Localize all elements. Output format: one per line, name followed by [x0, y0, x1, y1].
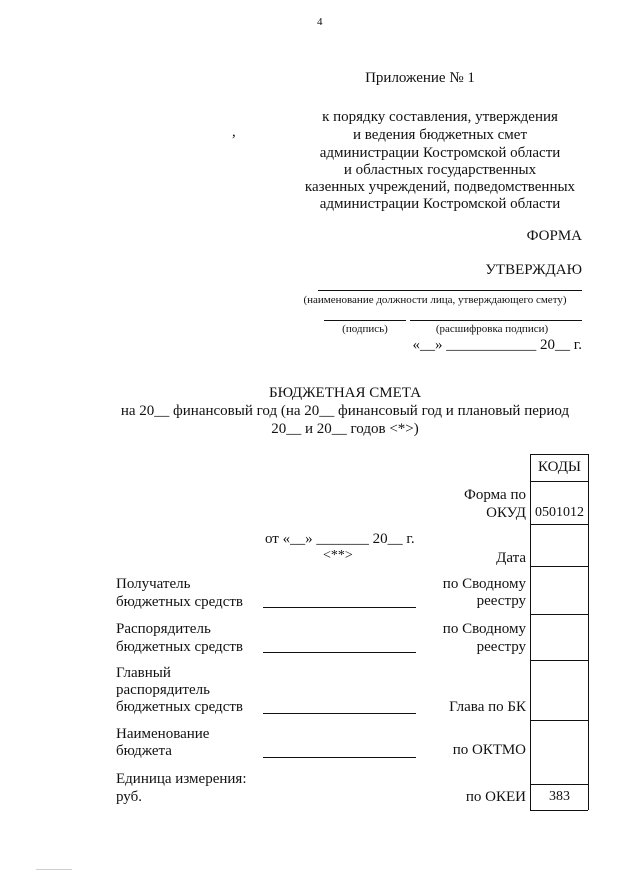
code-label-date: Дата: [496, 550, 526, 566]
field-manager-line2: бюджетных средств: [116, 639, 243, 655]
approve-date-line: «__» ____________ 20__ г.: [412, 337, 582, 353]
estimate-title: БЮДЖЕТНАЯ СМЕТА: [268, 385, 422, 401]
field-budget-name-line1: Наименование: [116, 726, 210, 742]
field-manager-underline: [263, 652, 416, 653]
codes-table-divider: [530, 566, 588, 567]
appendix-line-3: администрации Костромской области: [319, 145, 561, 161]
code-label-okud-1: Форма по: [464, 487, 526, 503]
appendix-line-6: администрации Костромской области: [319, 196, 561, 212]
field-budget-name-line2: бюджета: [116, 743, 172, 759]
field-recipient-line2: бюджетных средств: [116, 594, 243, 610]
estimate-period-line-2: 20__ и 20__ годов <*>): [271, 421, 419, 437]
code-label-oktmo: по ОКТМО: [452, 742, 526, 758]
estimate-date-from: от «__» _______ 20__ г.: [265, 531, 415, 547]
form-label: ФОРМА: [526, 228, 582, 244]
field-recipient-line1: Получатель: [116, 576, 191, 592]
code-value-okei: 383: [549, 789, 570, 804]
appendix-line-5: казенных учреждений, подведомственных: [304, 179, 576, 195]
code-label-registry-2-line2: реестру: [476, 639, 526, 655]
code-label-registry-1-line2: реестру: [476, 593, 526, 609]
field-unit-line1: Единица измерения:: [116, 771, 247, 787]
code-label-okud-2: ОКУД: [486, 505, 526, 521]
signature-line: [324, 320, 406, 321]
code-label-okei: по ОКЕИ: [465, 789, 526, 805]
field-unit-line2: руб.: [116, 789, 142, 805]
codes-table-divider: [530, 784, 588, 785]
decoding-caption: (расшифровка подписи): [435, 323, 549, 335]
codes-table-divider: [530, 660, 588, 661]
appendix-line-4: и областных государственных: [343, 162, 537, 178]
codes-header: КОДЫ: [537, 459, 582, 475]
scan-artifact: [36, 869, 72, 870]
field-chief-manager-line3: бюджетных средств: [116, 699, 243, 715]
codes-table-bottom-border: [530, 810, 588, 811]
appendix-line-2: и ведения бюджетных смет: [352, 127, 528, 143]
code-value-okud: 0501012: [535, 505, 584, 520]
code-label-registry-1-line1: по Сводному: [442, 576, 526, 592]
codes-table-divider: [530, 720, 588, 721]
appendix-title: Приложение № 1: [365, 70, 475, 86]
field-chief-manager-underline: [263, 713, 416, 714]
signature-caption: (подпись): [342, 323, 388, 335]
codes-table-divider: [530, 524, 588, 525]
page-number: 4: [317, 16, 323, 28]
approve-position-line: [318, 290, 582, 291]
approve-title: УТВЕРЖДАЮ: [485, 262, 582, 278]
field-chief-manager-line1: Главный: [116, 665, 171, 681]
codes-table-top-border: [530, 454, 588, 455]
codes-table-divider: [530, 481, 588, 482]
appendix-line-1: к порядку составления, утверждения: [322, 109, 558, 125]
code-label-registry-2-line1: по Сводному: [442, 621, 526, 637]
codes-table-divider: [530, 614, 588, 615]
stray-mark: ,: [232, 124, 236, 140]
field-budget-name-underline: [263, 757, 416, 758]
field-chief-manager-line2: распорядитель: [116, 682, 210, 698]
estimate-period-line: на 20__ финансовый год (на 20__ финансовый год и плановый период: [120, 403, 570, 419]
field-recipient-underline: [263, 607, 416, 608]
estimate-date-footnote: <**>: [323, 548, 353, 563]
decoding-line: [410, 320, 582, 321]
field-manager-line1: Распорядитель: [116, 621, 211, 637]
code-label-budget-chapter: Глава по БК: [449, 699, 526, 715]
codes-table-right-border: [588, 454, 589, 810]
approve-position-caption: (наименование должности лица, утверждающего смету): [303, 294, 567, 306]
